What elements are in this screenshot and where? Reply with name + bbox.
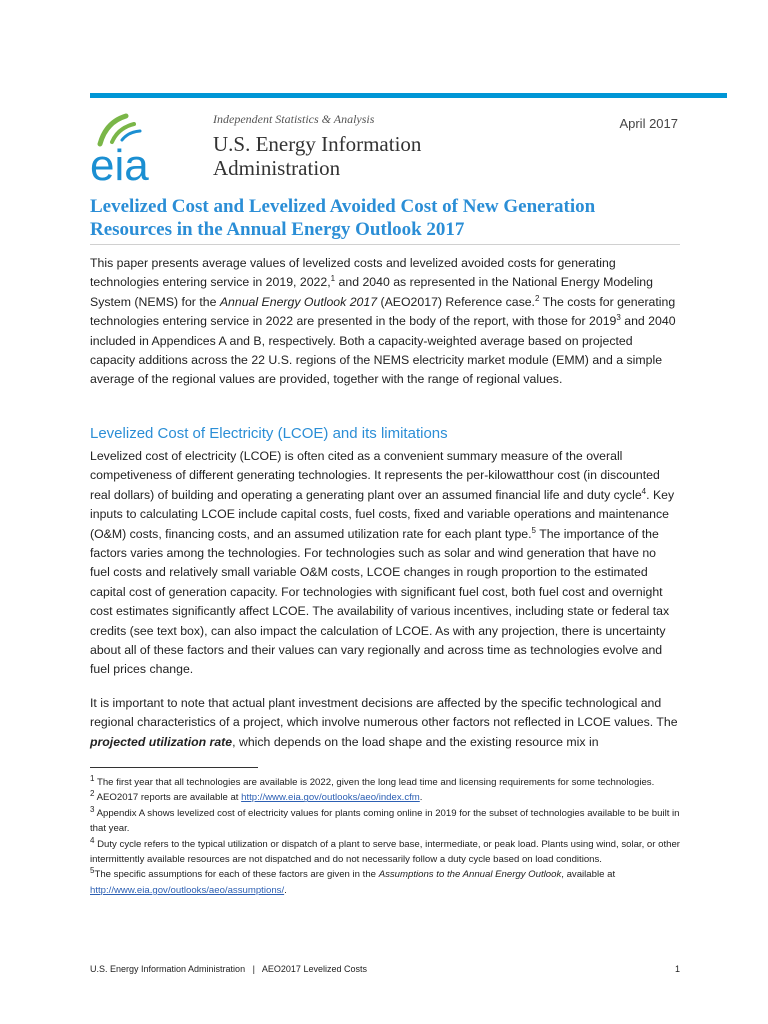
aeo-reports-link[interactable]: http://www.eia.gov/outlooks/aeo/index.cfm: [241, 792, 420, 804]
publication-date: April 2017: [619, 116, 678, 131]
page-footer: [90, 964, 680, 974]
footnote-ref-5[interactable]: 5: [531, 525, 536, 535]
investment-paragraph: It is important to note that actual plant investment decisions are affected by the specific technological and regional characteristics of a project, which involve numerous other factors not reflected in LCOE values. The projected utilization rate, which depends on the load shape and the existing resource mix in: [90, 696, 678, 749]
tagline: Independent Statistics & Analysis: [213, 112, 375, 126]
logo-text: eia: [90, 141, 149, 184]
eia-logo: [88, 104, 188, 184]
agency-name-line2: Administration: [213, 156, 341, 180]
footer-text: U.S. Energy Information Administration | AEO2017 Levelized Costs: [90, 964, 367, 974]
intro-paragraph: This paper presents average values of levelized costs and levelized avoided costs for generating technologies entering service in 2019, 2022,$^1$ and 2040 as represented in the National Energy Modeling System (NEMS) for the Annual Energy Outlook 2017 (AEO2017) Reference case.$^2$ The costs for generating technologies entering service in 2022 are presented in the body of the report, with those for 2019$^3$ and 2040 included in Appendices A and B, respectively. Both a capacity-weighted average based on projected capacity additions across the 22 U.S. regions of the NEMS electricity market module (EMM) and a simple average of the regional values are provided, together with the range of regional values.: [90, 256, 676, 387]
section-heading: Levelized Cost of Electricity (LCOE) and its limitations: [90, 425, 448, 442]
footnote-ref-3[interactable]: 3: [616, 313, 621, 323]
footnotes: [90, 775, 680, 898]
assumptions-link[interactable]: http://www.eia.gov/outlooks/aeo/assumptions/: [90, 884, 285, 896]
document-title: Levelized Cost and Levelized Avoided Cost of New Generation Resources in the Annual Energy Outlook 2017: [90, 196, 596, 240]
page-number: 1: [674, 964, 680, 974]
footnote-ref-2[interactable]: 2: [534, 293, 540, 303]
lcoe-paragraph: Levelized cost of electricity (LCOE) is often cited as a convenient summary measure of the overall competiveness of different generating technologies. It represents the per-kilowatthour cost (in discounted real dollars) of building and operating a generating plant over an assumed financial life and duty cycle$^4$. Key inputs to calculating LCOE include capital costs, fuel costs, fixed and variable operations and maintenance (O&M) costs, financing costs, and an assumed utilization rate for each plant type.$^5$ The importance of the factors varies among the technologies. For technologies such as solar and wind generation that have no fuel costs and relatively small variable O&M costs, LCOE changes in rough proportion to the estimated capital cost of generation capacity. For technologies with significant fuel cost, both fuel cost and overnight cost estimates significantly affect LCOE. The availability of various incentives, including state or federal tax credits (see text box), can also impact the calculation of LCOE. As with any projection, there is uncertainty about all of these factors and their values can vary regionally and across time as technologies evolve and fuel prices change.: [90, 449, 675, 677]
title-divider: [90, 244, 680, 245]
footnote-2: $^2$ AEO2017 reports are available at http://www.eia.gov/outlooks/aeo/index.cfm.: [90, 789, 423, 804]
footnote-4: $^4$ Duty cycle refers to the typical utilization or dispatch of a plant to serve base, intermediate, or peak load. Plants using wind, solar, or other intermittently available resources are not dispatched and do not necessarily follow a duty cycle based on load conditions.: [90, 835, 680, 866]
footnote-5: $^5$The specific assumptions for each of these factors are given in the Assumptions to the Annual Energy Outlook, available at http://www.eia.gov/outlooks/aeo/assumptions/.: [90, 866, 616, 896]
footnote-ref-4[interactable]: 4: [641, 486, 647, 496]
agency-name-line1: U.S. Energy Information: [213, 132, 422, 156]
footnote-1: $^1$ The first year that all technologies are available is 2022, given the long lead time and licensing requirements for some technologies.: [90, 773, 655, 788]
header-rule: [90, 93, 727, 98]
agency-block: [213, 112, 421, 180]
footnote-3: $^3$ Appendix A shows levelized cost of electricity values for plants coming online in 2019 for the subset of technologies available to be built in that year.: [90, 804, 680, 835]
footnote-divider: [90, 767, 258, 768]
footnote-ref-1[interactable]: 1: [330, 274, 336, 284]
